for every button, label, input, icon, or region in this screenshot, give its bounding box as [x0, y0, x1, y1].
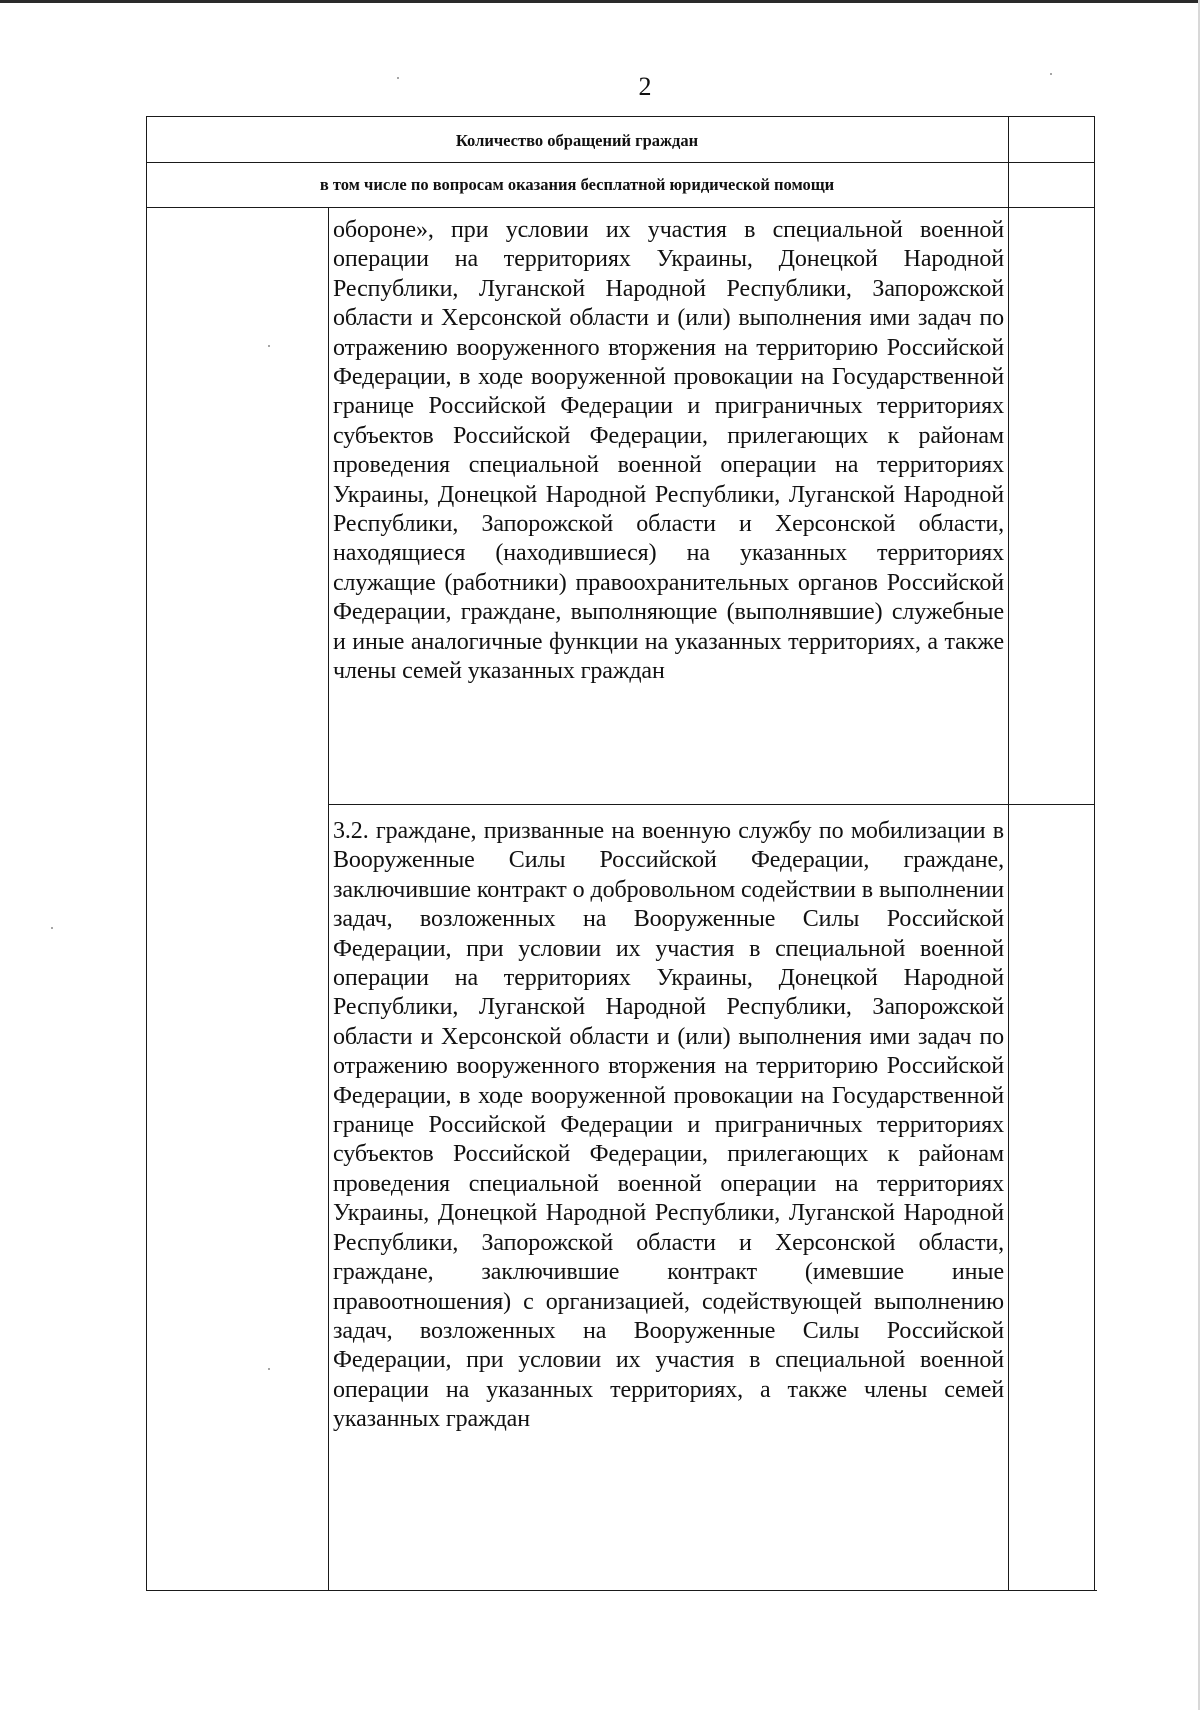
scan-speck	[397, 77, 399, 79]
scan-speck	[1050, 73, 1052, 75]
header-citizen-appeals-count: Количество обращений граждан	[455, 131, 699, 150]
table-border-top	[146, 116, 1094, 117]
table-border-bottom	[146, 1590, 1097, 1591]
table-border-right	[1094, 116, 1095, 1591]
scan-speck	[268, 1368, 270, 1370]
table-rule-row-1	[328, 804, 1094, 805]
table-rule-header-1	[146, 162, 1094, 163]
scan-speck	[268, 345, 270, 347]
row-1-description: обороне», при условии их участия в специальной военной операции на территориях Украины, Донецкой Народной Республики, Луганской Народной Республики, Запорожской области и Херсонской области и (или) выполнения ими задач по отражению вооруженного вторжения на территорию Российской Федерации, в ходе вооруженной провокации на Государственной границе Российской Федерации и приграничных территориях субъектов Российской Федерации, прилегающих к районам проведения специальной военной операции на территориях Украины, Донецкой Народной Республики, Луганской Народной Республики, Запорожской области и Херсонской области, находящиеся (находившиеся) на указанных территориях служащие (работники) правоохранительных органов Российской Федерации, граждане, выполняющие (выполнявшие) служебные и иные аналогичные функции на указанных территориях, а также члены семей указанных граждан	[333, 217, 1004, 685]
page-number: 2	[638, 72, 652, 101]
table-column-divider-right	[1008, 116, 1009, 1591]
table-rule-header-2	[146, 207, 1094, 208]
scan-speck	[51, 927, 53, 929]
scan-top-edge	[0, 0, 1200, 3]
table-column-divider-left	[328, 207, 329, 1591]
header-free-legal-aid: в том числе по вопросам оказания бесплатной юридической помощи	[319, 175, 835, 194]
table-border-left	[146, 116, 147, 1591]
row-2-description: 3.2. граждане, призванные на военную службу по мобилизации в Вооруженные Силы Российской Федерации, граждане, заключившие контракт о добровольном содействии в выполнении задач, возложенных на Вооруженные Силы Российской Федерации, при условии их участия в специальной военной операции на территориях Украины, Донецкой Народной Республики, Луганской Народной Республики, Запорожской области и Херсонской области и (или) выполнения ими задач по отражению вооруженного вторжения на территорию Российской Федерации, в ходе вооруженной провокации на Государственной границе Российской Федерации и приграничных территориях субъектов Российской Федерации, прилегающих к районам проведения специальной военной операции на территориях Украины, Донецкой Народной Республики, Луганской Народной Республики, Запорожской области и Херсонской области, граждане, заключившие контракт (имевшие иные правоотношения) с организацией, содействующей выполнению задач, возложенных на Вооруженные Силы Российской Федерации, при условии их участия в специальной военной операции на указанных территориях, а также члены семей указанных граждан	[333, 818, 1004, 1433]
